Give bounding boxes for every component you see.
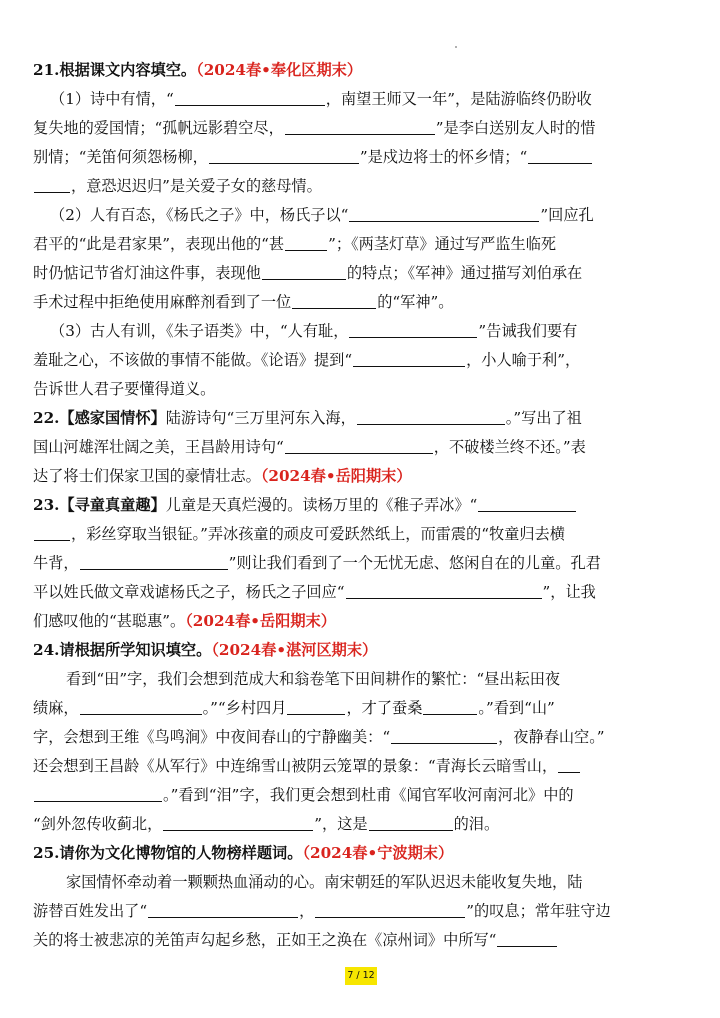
fill-blank[interactable]	[34, 524, 70, 541]
fill-blank[interactable]	[175, 89, 325, 106]
q25-line-1	[0, 870, 720, 894]
text: ，彩丝穿取当银钲。”弄冰孩童的顽皮可爱跃然纸上，而雷震的“牧童归去横	[71, 525, 565, 543]
q21-title: 21.根据课文内容填空。	[33, 61, 197, 79]
text: （1）诗中有情，“	[50, 90, 174, 108]
text: 。”看到“泪”字，我们更会想到杜甫《闻官军收河南河北》中的	[163, 786, 574, 804]
text: ，	[299, 902, 315, 920]
fill-blank[interactable]	[528, 147, 592, 164]
q21-line-10	[0, 348, 720, 372]
text: 的特点；《军神》通过描写刘伯承在	[346, 264, 583, 282]
q21-line-7	[0, 261, 720, 285]
q23-source-tag: （2024春•岳阳期末）	[185, 612, 336, 630]
text: 的“军神”。	[377, 293, 454, 311]
text: 字，会想到王维《鸟鸣涧》中夜间春山的宁静幽美：“	[33, 728, 391, 746]
text: 陆游诗句“三万里河东入海，	[165, 409, 356, 427]
text: 别情；“羌笛何须怨杨柳，	[33, 148, 208, 166]
text: 时仍惦记节省灯油这件事，表现他	[33, 264, 261, 282]
text: ”则让我们看到了一个无忧无虑、悠闲自在的儿童。孔君	[228, 554, 601, 572]
text: 还会想到王昌龄《从军行》中连绵雪山被阴云笼罩的景象：“青海长云暗雪山，	[33, 757, 558, 775]
text: 家国情怀牵动着一颗颗热血涌动的心。南宋朝廷的军队迟迟未能收复失地，陆	[66, 873, 583, 891]
fill-blank[interactable]	[391, 727, 497, 744]
q24-line-3	[0, 725, 720, 749]
q21-source-tag: （2024春•奉化区期末）	[196, 61, 363, 79]
q24-line-2	[0, 696, 720, 720]
fill-blank[interactable]	[34, 176, 70, 193]
text: ，才了蚕桑	[346, 699, 423, 717]
fill-blank[interactable]	[287, 698, 345, 715]
fill-blank[interactable]	[148, 901, 298, 918]
fill-blank[interactable]	[558, 756, 580, 773]
text: ”回应孔	[540, 206, 594, 224]
page-number: 7 / 12	[345, 967, 377, 985]
fill-blank[interactable]	[353, 350, 465, 367]
text: ，夜静春山空。”	[498, 728, 605, 746]
fill-blank[interactable]	[209, 147, 359, 164]
fill-blank[interactable]	[346, 582, 542, 599]
text: 达了将士们保家卫国的豪情壮志。	[33, 467, 261, 485]
fill-blank[interactable]	[292, 292, 376, 309]
q24-line-5	[0, 783, 720, 807]
text: ”，让我	[542, 583, 596, 601]
text: ”的叹息；常年驻守边	[466, 902, 611, 920]
fill-blank[interactable]	[315, 901, 465, 918]
fill-blank[interactable]	[285, 234, 327, 251]
text: ，南望王师又一年”，是陆游临终仍盼收	[325, 90, 592, 108]
text: 国山河雄浑壮阔之美，王昌龄用诗句“	[33, 438, 284, 456]
text: ”；《两茎灯草》通过写严监生临死	[328, 235, 557, 253]
text: 。”写出了祖	[505, 409, 582, 427]
text: 绩麻，	[33, 699, 79, 717]
text: （3）古人有训，《朱子语类》中，“人有耻，	[50, 322, 349, 340]
q25-line-2	[0, 899, 720, 923]
q23-line-3	[0, 551, 720, 575]
fill-blank[interactable]	[163, 814, 313, 831]
q24-line-4	[0, 754, 720, 778]
fill-blank[interactable]	[34, 785, 162, 802]
text: ，不破楼兰终不还。”表	[433, 438, 586, 456]
q25-source-tag: （2024春•宁波期末）	[302, 844, 454, 862]
text: ”是李白送别友人时的惜	[435, 119, 596, 137]
q21-line-8	[0, 290, 720, 314]
text: 。”看到“山”	[478, 699, 555, 717]
text: 的泪。	[453, 815, 500, 833]
text: ”告诫我们要有	[478, 322, 578, 340]
q21-heading	[0, 58, 720, 82]
q21-line-1	[0, 87, 720, 111]
scan-dot	[455, 46, 457, 48]
text: 牛背，	[33, 554, 79, 572]
text: 游替百姓发出了“	[33, 902, 148, 920]
fill-blank[interactable]	[478, 495, 576, 512]
fill-blank[interactable]	[262, 263, 346, 280]
fill-blank[interactable]	[369, 814, 453, 831]
text: “剑外忽传收蓟北，	[33, 815, 163, 833]
text: 看到“田”字，我们会想到范成大和翁卷笔下田间耕作的繁忙：“昼出耘田夜	[66, 670, 561, 688]
q25-title: 25.请你为文化博物馆的人物榜样题词。	[33, 844, 303, 862]
q22-source-tag: （2024春•岳阳期末）	[260, 467, 412, 485]
fill-blank[interactable]	[285, 118, 435, 135]
fill-blank[interactable]	[423, 698, 477, 715]
fill-blank[interactable]	[349, 205, 539, 222]
text: 。”“乡村四月	[202, 699, 287, 717]
fill-blank[interactable]	[349, 321, 477, 338]
text: 们感叹他的“甚聪惠”。	[33, 612, 186, 630]
q22-line-2	[0, 435, 720, 459]
text: ，意恐迟迟归”是关爱子女的慈母情。	[71, 177, 322, 195]
q24-line-6	[0, 812, 720, 836]
text: ，小人喻于利”，	[466, 351, 581, 369]
q23-line-2	[0, 522, 720, 546]
text: ”是戍边将士的怀乡情；“	[359, 148, 528, 166]
q21-line-9	[0, 319, 720, 343]
text: 羞耻之心，不该做的事情不能做。《论语》提到“	[33, 351, 353, 369]
q21-line-2	[0, 116, 720, 140]
q23-line-4	[0, 580, 720, 604]
q24-source-tag: （2024春•湛河区期末）	[211, 641, 378, 659]
q25-line-3	[0, 928, 720, 952]
q21-line-11	[0, 377, 720, 401]
q24-title: 24.请根据所学知识填空。	[33, 641, 212, 659]
q25-heading	[0, 841, 720, 865]
text: （2）人有百态，《杨氏之子》中，杨氏子以“	[50, 206, 349, 224]
text: 复失地的爱国情；“孤帆远影碧空尽，	[33, 119, 284, 137]
q21-line-3	[0, 145, 720, 169]
text: 平以姓氏做文章戏谑杨氏之子，杨氏之子回应“	[33, 583, 345, 601]
fill-blank[interactable]	[357, 408, 505, 425]
q24-heading	[0, 638, 720, 662]
fill-blank[interactable]	[80, 698, 202, 715]
q23-line-1	[0, 493, 720, 517]
text: 告诉世人君子要懂得道义。	[33, 380, 216, 398]
fill-blank[interactable]	[285, 437, 433, 454]
q23-line-5	[0, 609, 720, 633]
q23-title: 23.【寻童真童趣】	[33, 496, 166, 514]
text: 儿童是天真烂漫的。读杨万里的《稚子弄冰》“	[165, 496, 478, 514]
q21-line-5	[0, 203, 720, 227]
text: ”，这是	[314, 815, 368, 833]
text: 关的将士被悲凉的羌笛声勾起乡愁，正如王之涣在《凉州词》中所写“	[33, 931, 497, 949]
fill-blank[interactable]	[497, 930, 557, 947]
q21-line-6	[0, 232, 720, 256]
text: 君平的“此是君家果”，表现出他的“甚	[33, 235, 285, 253]
q21-line-4	[0, 174, 720, 198]
q22-title: 22.【感家国情怀】	[33, 409, 166, 427]
q22-line-1	[0, 406, 720, 430]
text: 手术过程中拒绝使用麻醉剂看到了一位	[33, 293, 292, 311]
q24-line-1	[0, 667, 720, 691]
q22-line-3	[0, 464, 720, 488]
fill-blank[interactable]	[80, 553, 228, 570]
